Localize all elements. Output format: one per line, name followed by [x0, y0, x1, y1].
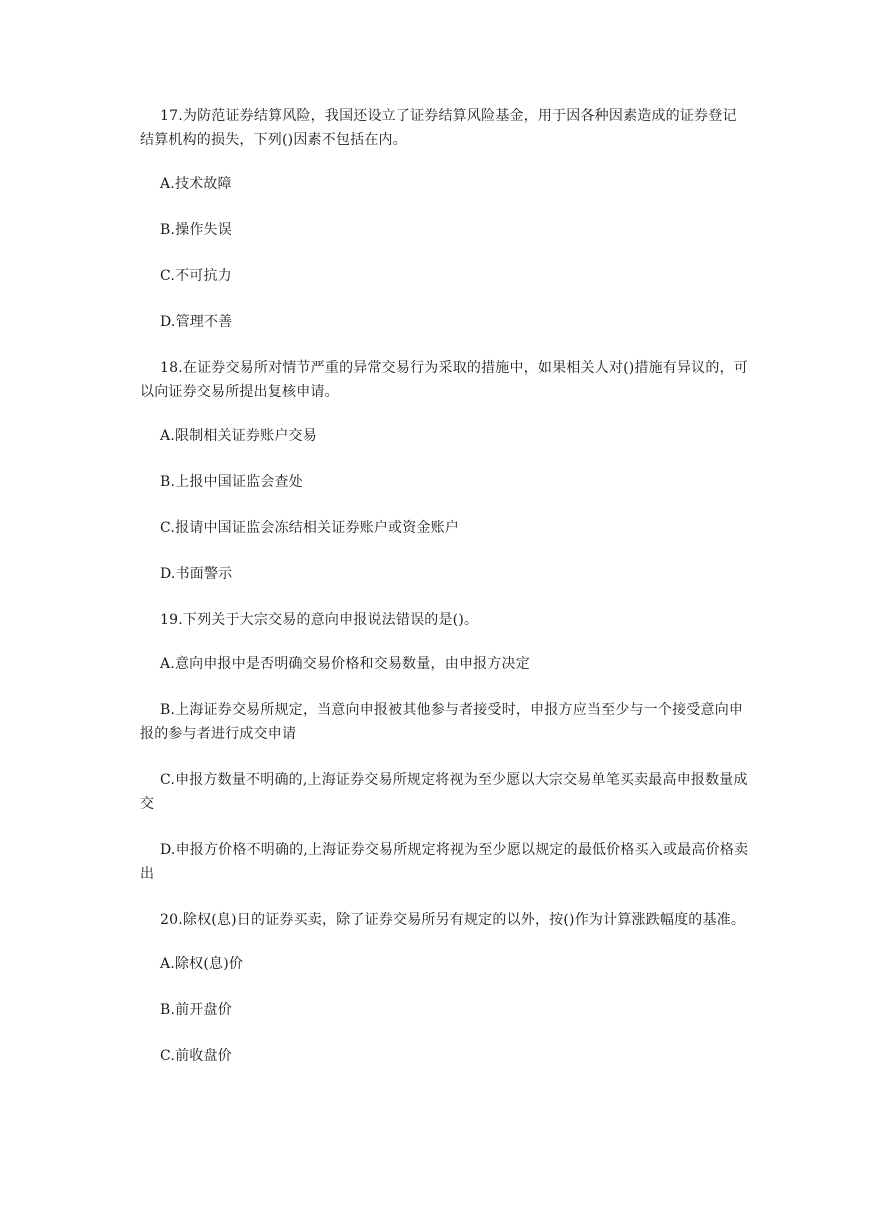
question-stem: 17.为防范证券结算风险，我国还设立了证券结算风险基金，用于因各种因素造成的证券登记结算机构的损失，下列()因素不包括在内。 [140, 108, 737, 148]
option-d: D.管理不善 [160, 314, 233, 330]
document-body [140, 104, 750, 1090]
option-a: A.限制相关证券账户交易 [160, 428, 317, 444]
option-d: D.申报方价格不明确的,上海证券交易所规定将视为至少愿以规定的最低价格买入或最高价格卖出 [140, 842, 749, 882]
option-b: B.前开盘价 [160, 1002, 232, 1018]
question-18 [140, 356, 750, 586]
question-stem: 20.除权(息)日的证券买卖，除了证券交易所另有规定的以外，按()作为计算涨跌幅度的基准。 [160, 912, 746, 928]
option-d: D.书面警示 [160, 566, 233, 582]
option-c: C.报请中国证监会冻结相关证券账户或资金账户 [160, 520, 460, 536]
option-c: C.前收盘价 [160, 1048, 232, 1064]
option-a: A.除权(息)价 [160, 956, 244, 972]
option-a: A.技术故障 [160, 176, 232, 192]
question-17 [140, 104, 750, 334]
option-a: A.意向申报中是否明确交易价格和交易数量，由申报方决定 [160, 656, 530, 672]
option-c: C.不可抗力 [160, 268, 232, 284]
question-19 [140, 608, 750, 886]
option-c: C.申报方数量不明确的,上海证券交易所规定将视为至少愿以大宗交易单笔买卖最高申报数量成交 [140, 772, 748, 812]
option-b: B.操作失误 [160, 222, 232, 238]
question-stem: 19.下列关于大宗交易的意向申报说法错误的是()。 [160, 612, 479, 628]
question-20 [140, 908, 750, 1068]
option-b: B.上报中国证监会查处 [160, 474, 303, 490]
option-b: B.上海证券交易所规定，当意向申报被其他参与者接受时，申报方应当至少与一个接受意向申报的参与者进行成交申请 [140, 702, 744, 742]
question-stem: 18.在证券交易所对情节严重的异常交易行为采取的措施中，如果相关人对()措施有异议的，可以向证券交易所提出复核申请。 [140, 360, 748, 400]
